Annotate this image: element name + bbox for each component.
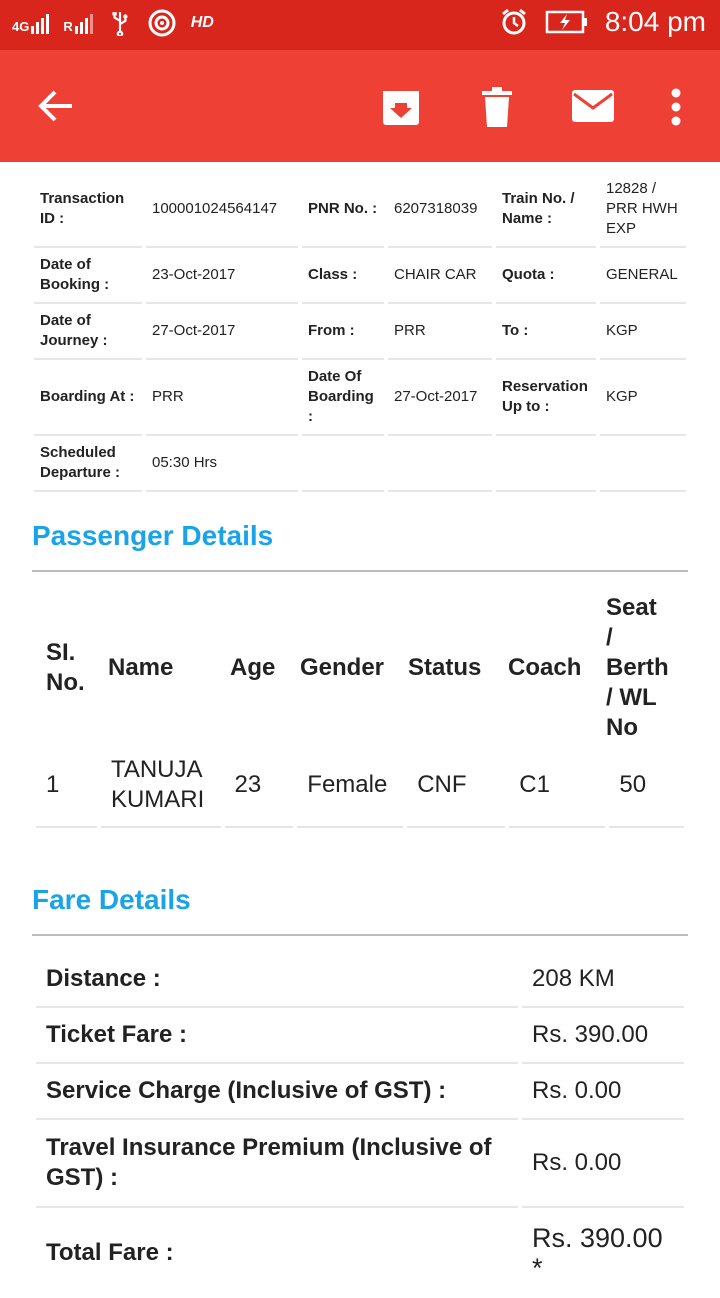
passenger-status: CNF <box>407 744 505 828</box>
passenger-name: TANUJA KUMARI <box>101 744 221 828</box>
app-bar <box>0 50 720 162</box>
battery-charging-icon <box>545 9 589 35</box>
fare-value: Rs. 0.00 <box>522 1064 684 1120</box>
more-vert-icon <box>670 87 682 127</box>
empty-cell <box>600 436 686 492</box>
fare-row <box>36 1120 684 1208</box>
info-row <box>34 172 686 248</box>
quota-value: GENERAL <box>600 248 686 304</box>
passenger-coach: C1 <box>509 744 605 828</box>
to-label: To : <box>496 304 596 360</box>
boarding-at-label: Boarding At : <box>34 360 142 436</box>
pnr-label: PNR No. : <box>302 172 384 248</box>
fare-table <box>36 952 684 1298</box>
train-value: 12828 / PRR HWH EXP <box>600 172 686 248</box>
info-row <box>34 360 686 436</box>
boarding-date-label: Date Of Boarding : <box>302 360 384 436</box>
fare-row <box>36 1008 684 1064</box>
status-right <box>499 6 706 38</box>
from-value: PRR <box>388 304 492 360</box>
transaction-info-table <box>34 172 686 492</box>
journey-date-value: 27-Oct-2017 <box>146 304 298 360</box>
email-button[interactable] <box>568 86 618 126</box>
boarding-at-value: PRR <box>146 360 298 436</box>
sim2-signal <box>63 12 92 34</box>
fare-row <box>36 1064 684 1120</box>
column-header: Seat / Berth / WL No <box>606 594 669 741</box>
more-options-button[interactable] <box>664 84 688 130</box>
empty-cell <box>388 436 492 492</box>
passenger-table <box>36 592 684 828</box>
column-header: Name <box>108 654 174 681</box>
fare-details-title: Fare Details <box>32 884 191 915</box>
passenger-gender: Female <box>297 744 403 828</box>
fare-row <box>36 952 684 1008</box>
passenger-seat: 50 <box>609 744 684 828</box>
column-header: SI. No. <box>46 639 85 696</box>
status-bar <box>0 0 720 50</box>
back-button[interactable] <box>30 80 82 132</box>
passenger-age: 23 <box>225 744 294 828</box>
quota-label: Quota : <box>496 248 596 304</box>
delete-button[interactable] <box>476 84 518 130</box>
archive-icon <box>381 87 421 127</box>
roaming-label: R <box>63 19 73 34</box>
boarding-date-value: 27-Oct-2017 <box>388 360 492 436</box>
column-header: Age <box>230 654 276 681</box>
transaction-id-value: 100001024564147 <box>146 172 298 248</box>
fare-label: Ticket Fare : <box>36 1008 518 1064</box>
clock: 8:04 pm <box>604 6 706 37</box>
fare-value: Rs. 390.00 <box>522 1008 684 1064</box>
departure-value: 05:30 Hrs <box>146 436 298 492</box>
booking-date-value: 23-Oct-2017 <box>146 248 298 304</box>
sim1-signal <box>12 12 49 34</box>
from-label: From : <box>302 304 384 360</box>
info-row <box>34 248 686 304</box>
fare-value: Rs. 0.00 <box>522 1120 684 1208</box>
transaction-id-label: Transaction ID : <box>34 172 142 248</box>
signal-icon <box>75 12 93 34</box>
train-label: Train No. / Name : <box>496 172 596 248</box>
hd-label: HD <box>190 14 214 31</box>
total-fare-value: Rs. 390.00 * <box>532 1223 663 1283</box>
divider <box>32 570 688 572</box>
table-row <box>36 744 684 828</box>
hotspot-icon <box>147 8 177 38</box>
to-value: KGP <box>600 304 686 360</box>
column-header: Status <box>408 654 482 681</box>
trash-icon <box>481 87 513 127</box>
back-arrow-icon <box>36 86 76 126</box>
fare-label: Service Charge (Inclusive of GST) : <box>36 1064 518 1120</box>
reservation-label: Reservation Up to : <box>496 360 596 436</box>
class-value: CHAIR CAR <box>388 248 492 304</box>
status-left <box>12 8 214 38</box>
fare-label: Travel Insurance Premium (Inclusive of GST) : <box>36 1120 518 1208</box>
divider <box>32 934 688 936</box>
fare-label: Distance : <box>36 952 518 1008</box>
passenger-details-title: Passenger Details <box>32 520 274 551</box>
column-header: Coach <box>508 654 582 681</box>
departure-label: Scheduled Departure : <box>34 436 142 492</box>
total-fare-label: Total Fare : <box>46 1239 174 1266</box>
passenger-sl-no: 1 <box>36 744 97 828</box>
class-label: Class : <box>302 248 384 304</box>
mail-icon <box>571 89 615 123</box>
passenger-header-row <box>36 592 684 744</box>
usb-icon <box>107 10 133 36</box>
info-row <box>34 304 686 360</box>
network-type: 4G <box>12 19 30 34</box>
journey-date-label: Date of Journey : <box>34 304 142 360</box>
empty-cell <box>302 436 384 492</box>
alarm-icon <box>499 7 529 37</box>
archive-button[interactable] <box>378 84 424 130</box>
booking-date-label: Date of Booking : <box>34 248 142 304</box>
empty-cell <box>496 436 596 492</box>
info-row <box>34 436 686 492</box>
pnr-value: 6207318039 <box>388 172 492 248</box>
signal-icon <box>31 12 49 34</box>
reservation-value: KGP <box>600 360 686 436</box>
column-header: Gender <box>300 654 385 681</box>
fare-row <box>36 1208 684 1298</box>
fare-value: 208 KM <box>522 952 684 1008</box>
